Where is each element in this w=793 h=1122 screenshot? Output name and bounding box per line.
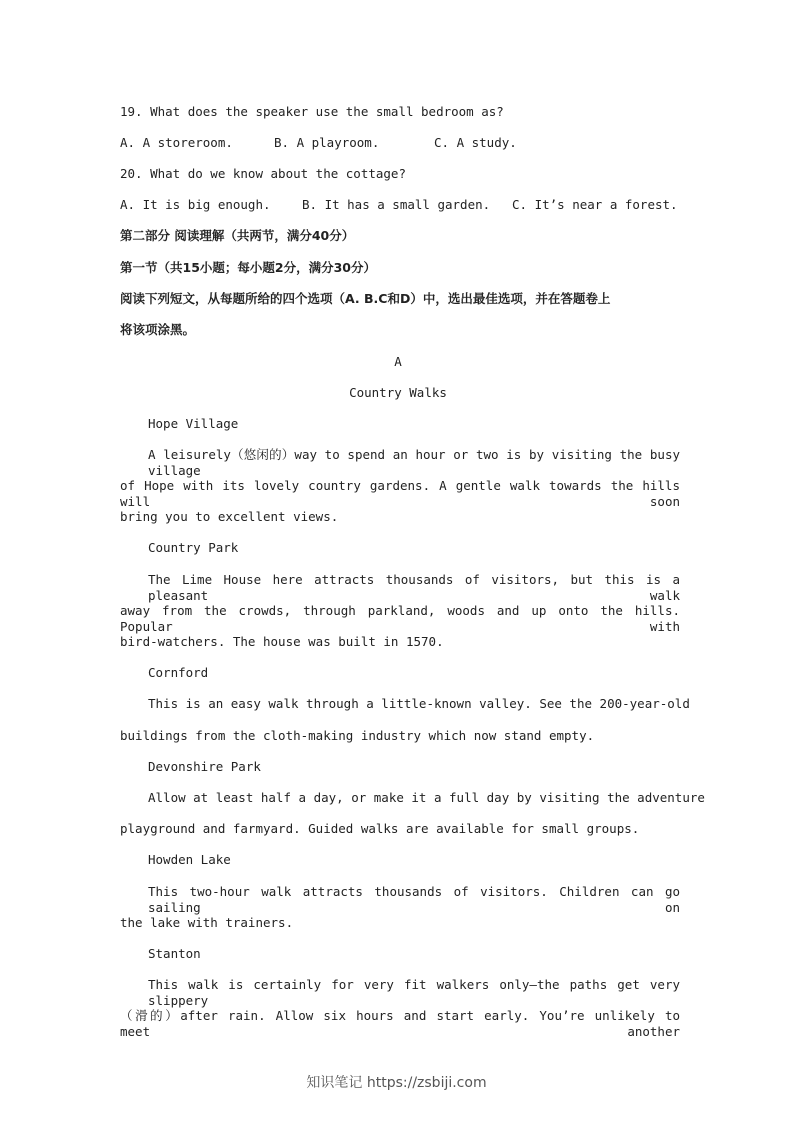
instruction-line-2: 将该项涂黑。	[120, 322, 196, 337]
instruction-line-1: 阅读下列短文，从每题所给的四个选项（A. B.C和D）中，选出最佳选项，并在答题卷上	[120, 291, 611, 306]
walk-heading-country-park: Country Park	[148, 540, 239, 555]
walk-text-line: The Lime House here attracts thousands of visitors, but this is a pleasant walk	[148, 572, 680, 603]
question-19-stem: 19. What does the speaker use the small bedroom as?	[120, 104, 504, 119]
walk-text-line: of Hope with its lovely country gardens. A gentle walk towards the hills will soon	[120, 478, 680, 509]
question-19-option-a: A. A storeroom.	[120, 135, 233, 150]
passage-title: Country Walks	[349, 385, 447, 400]
passage-label: A	[394, 354, 402, 369]
walk-text-line: This is an easy walk through a little-known valley. See the 200-year-old	[148, 696, 690, 711]
walk-text-line: Allow at least half a day, or make it a full day by visiting the adventure	[148, 790, 705, 805]
walk-text-line: away from the crowds, through parkland, woods and up onto the hills. Popular with	[120, 603, 680, 634]
question-20-options	[120, 197, 680, 213]
question-20-option-c: C. It’s near a forest.	[512, 197, 678, 212]
walk-text-line: bird-watchers. The house was built in 1570.	[120, 634, 444, 649]
walk-heading-howden-lake: Howden Lake	[148, 852, 231, 867]
walk-text-line: （滑的）after rain. Allow six hours and start early. You’re unlikely to meet another	[120, 1008, 680, 1039]
question-19-options	[120, 135, 680, 151]
walk-text-line: buildings from the cloth-making industry which now stand empty.	[120, 728, 595, 743]
walk-heading-hope-village: Hope Village	[148, 416, 239, 431]
question-20-stem: 20. What do we know about the cottage?	[120, 166, 406, 181]
question-19-option-c: C. A study.	[434, 135, 517, 150]
walk-text-line: bring you to excellent views.	[120, 509, 339, 524]
footer-source-link: 知识笔记 https://zsbiji.com	[306, 1075, 487, 1091]
walk-heading-cornford: Cornford	[148, 665, 209, 680]
question-20-option-a: A. It is big enough.	[120, 197, 271, 212]
question-20-option-b: B. It has a small garden.	[302, 197, 491, 212]
walk-text-line: This two-hour walk attracts thousands of visitors. Children can go sailing on	[148, 884, 680, 915]
walk-text-line: the lake with trainers.	[120, 915, 294, 930]
walk-text-line: A leisurely（悠闲的）way to spend an hour or two is by visiting the busy village	[148, 447, 680, 478]
walk-text-line: This walk is certainly for very fit walkers only—the paths get very slippery	[148, 977, 680, 1008]
part-heading: 第二部分 阅读理解（共两节，满分40分）	[120, 228, 355, 243]
walk-heading-stanton: Stanton	[148, 946, 201, 961]
question-19-option-b: B. A playroom.	[274, 135, 380, 150]
walk-text-line: playground and farmyard. Guided walks are available for small groups.	[120, 821, 640, 836]
walk-heading-devonshire-park: Devonshire Park	[148, 759, 261, 774]
subsection-heading: 第一节（共15小题；每小题2分，满分30分）	[120, 260, 376, 275]
